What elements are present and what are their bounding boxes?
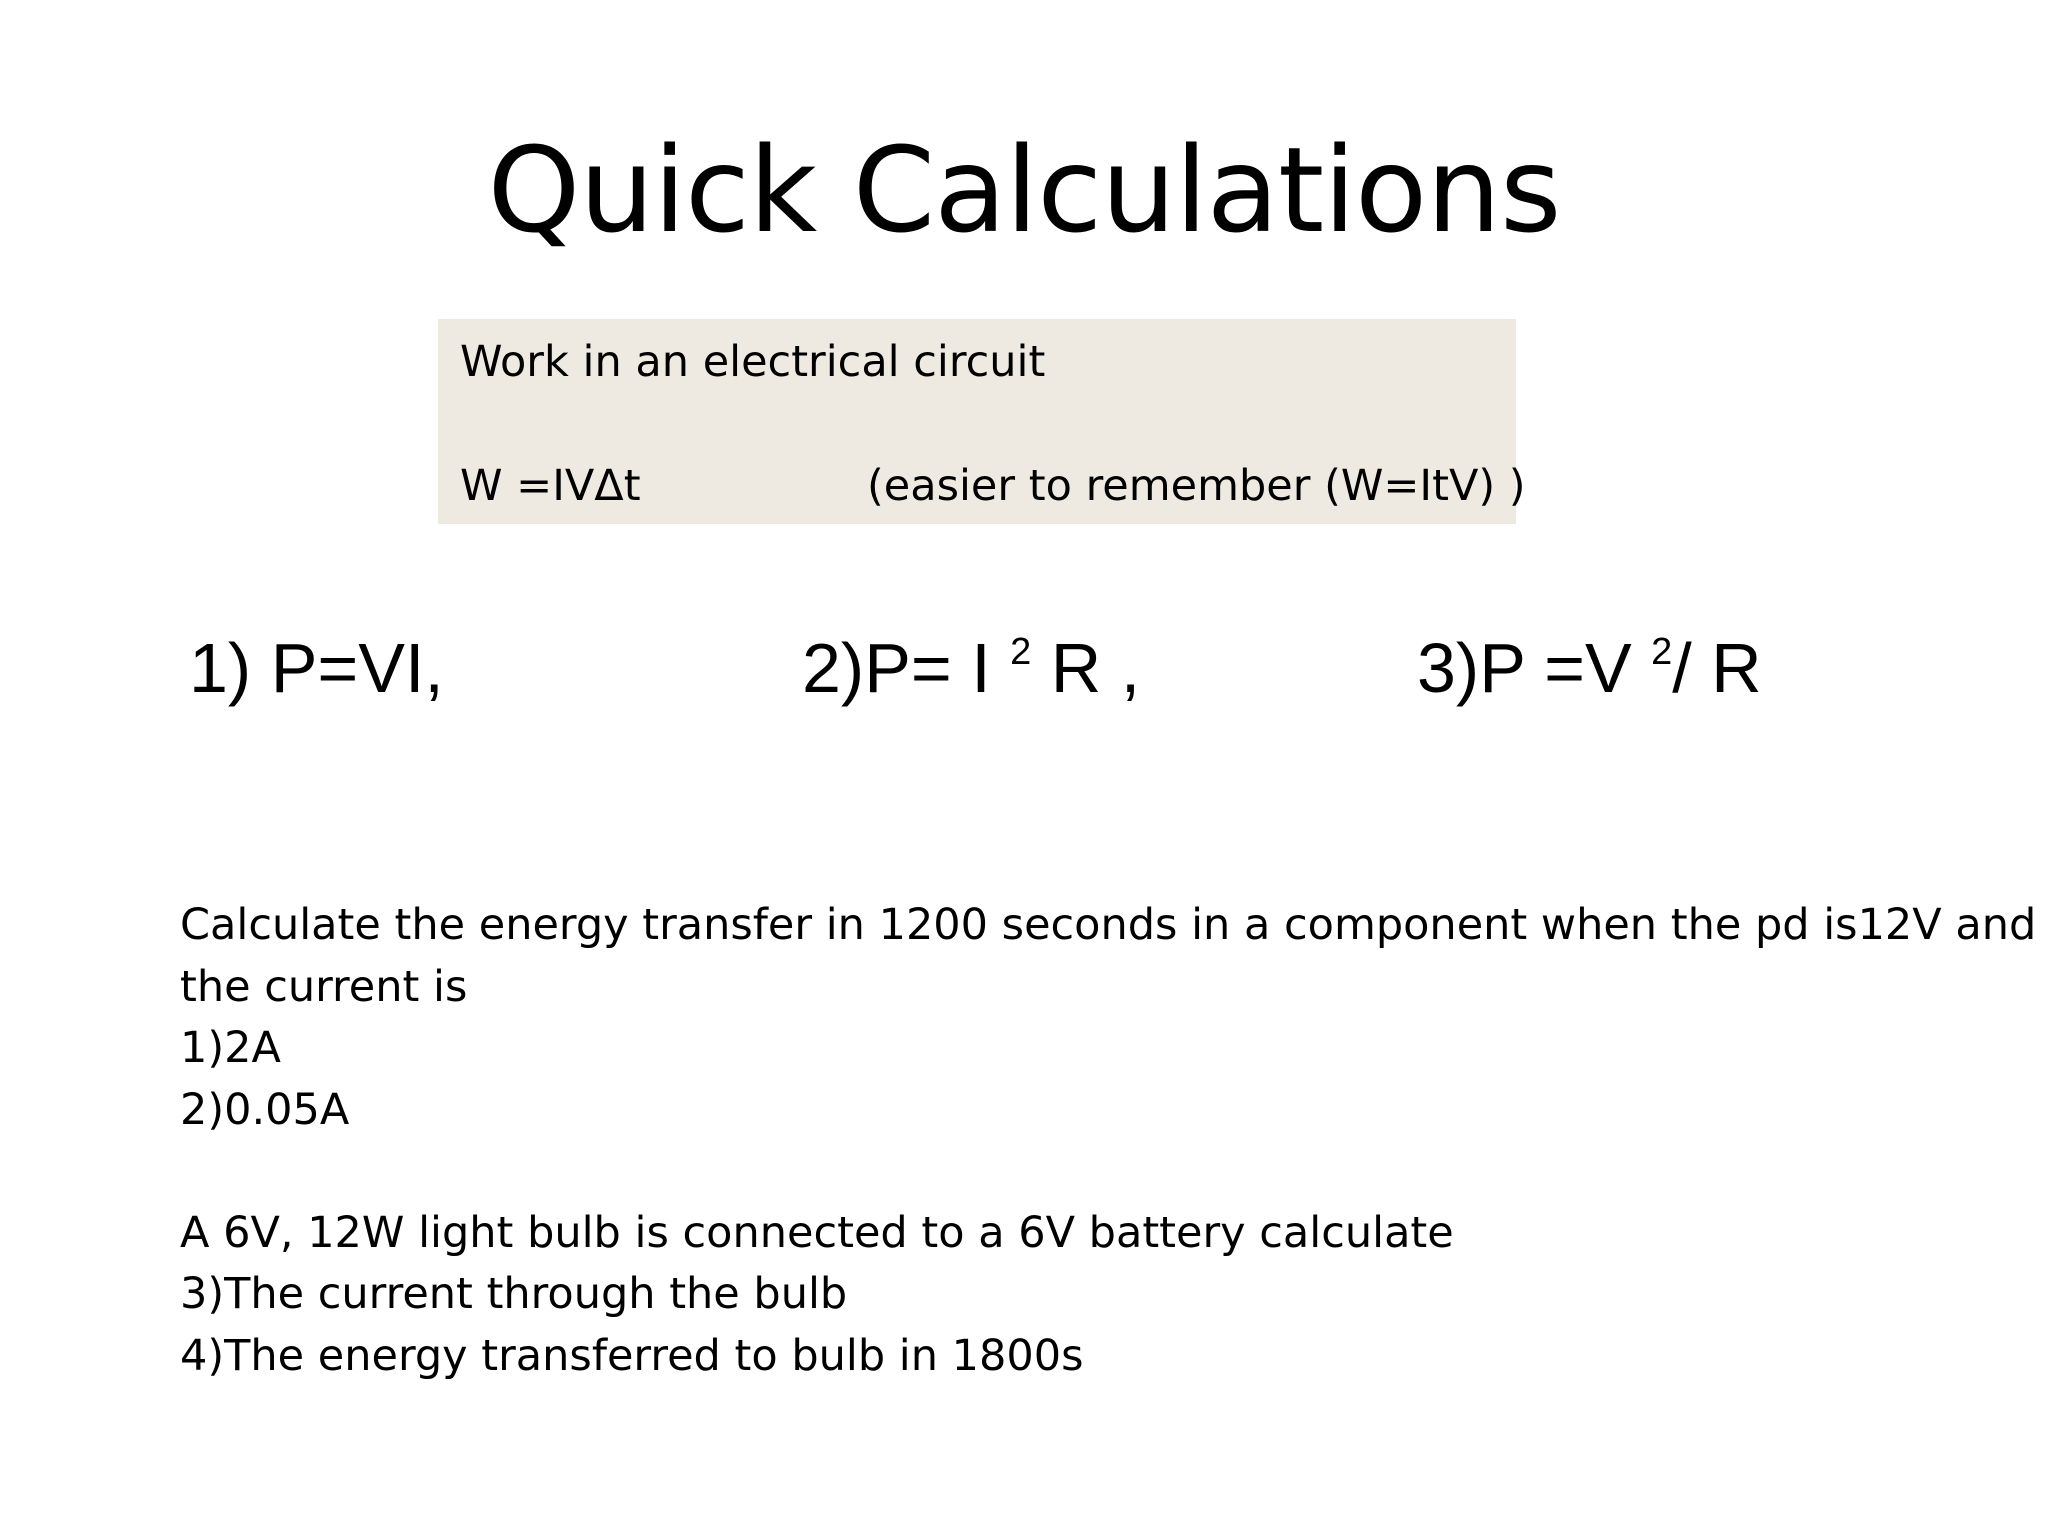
equation-2-superscript: 2	[1010, 631, 1032, 673]
box-heading: Work in an electrical circuit	[460, 337, 1046, 387]
equation-3-superscript: 2	[1651, 631, 1673, 673]
equation-3-prefix: 3)P =V	[1417, 629, 1652, 707]
power-equation-1	[189, 628, 444, 708]
questions-block	[180, 895, 2037, 1387]
question-intro-line-1: Calculate the energy transfer in 1200 seconds in a component when the pd is12V and	[180, 900, 2037, 950]
blank-line	[180, 1141, 2010, 1203]
work-formula: W =IVΔt	[460, 461, 641, 511]
work-formula-box	[438, 319, 1526, 524]
formula-note: (easier to remember (W=ItV) )	[867, 461, 1526, 511]
equation-2-suffix: R ,	[1031, 629, 1141, 707]
power-equation-2	[802, 628, 1140, 708]
equation-3-suffix: / R	[1672, 629, 1762, 707]
question-3: 3)The current through the bulb	[180, 1269, 848, 1319]
equation-1-text: 1) P=VI,	[189, 629, 444, 707]
question-intro-line-2: the current is	[180, 961, 468, 1012]
question-4: 4)The energy transferred to bulb in 1800s	[180, 1330, 1084, 1381]
bulb-question-intro: A 6V, 12W light bulb is connected to a 6V battery calculate	[180, 1207, 1454, 1258]
slide-title: Quick Calculations	[487, 121, 1561, 259]
question-1: 1)2A	[180, 1023, 281, 1073]
power-equation-3	[1417, 628, 1762, 708]
question-2: 2)0.05A	[180, 1084, 350, 1135]
equation-2-prefix: 2)P= I	[802, 629, 1011, 707]
